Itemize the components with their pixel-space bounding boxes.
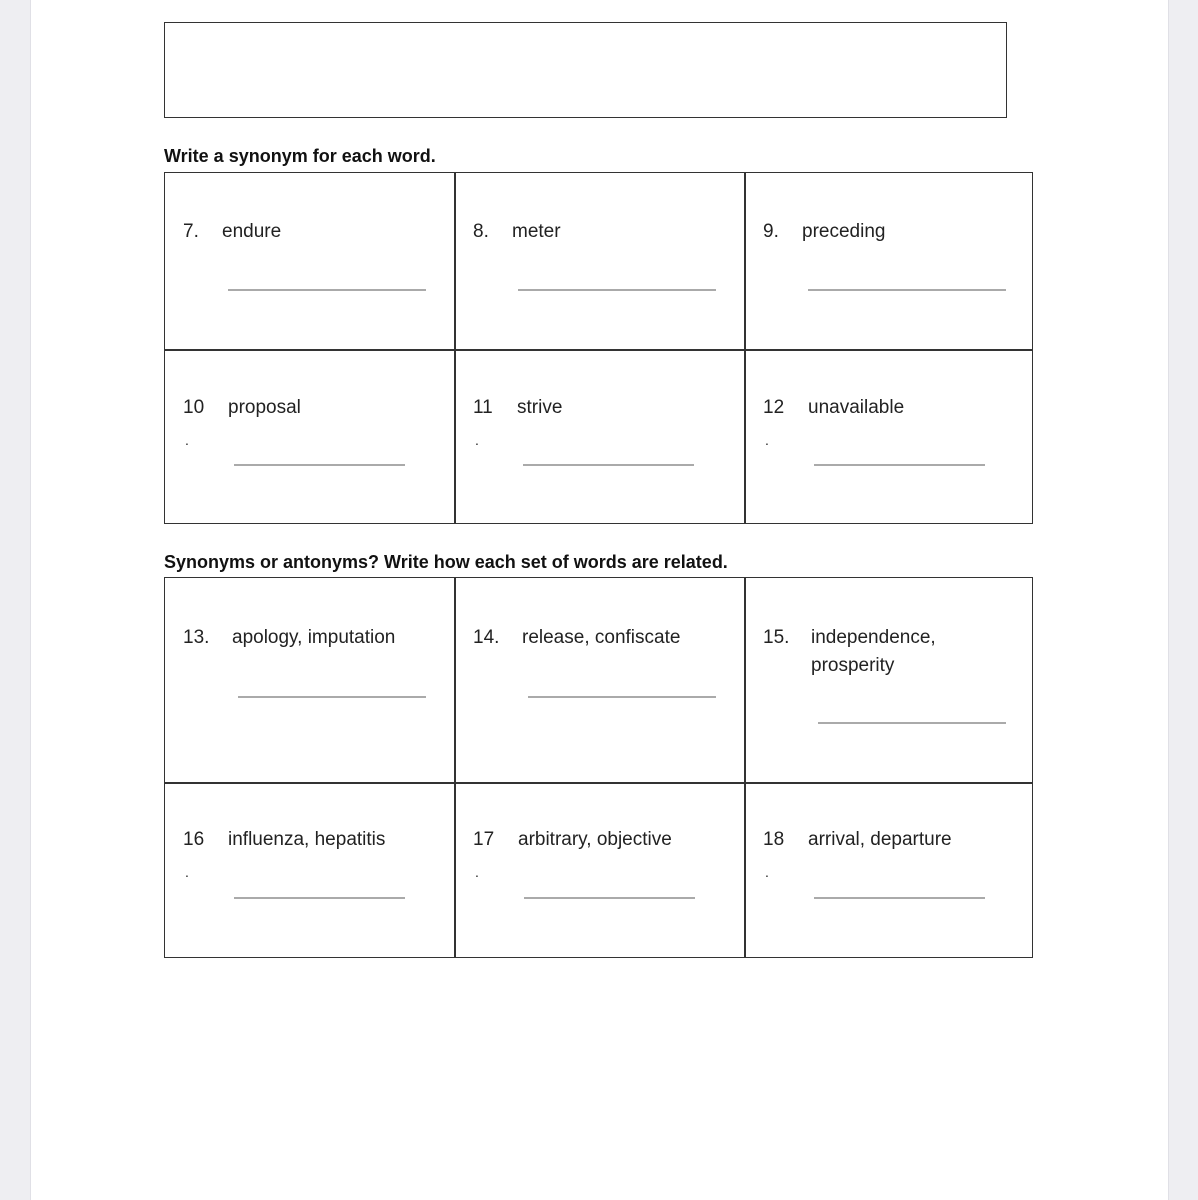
answer-line[interactable] xyxy=(523,464,694,466)
answer-line[interactable] xyxy=(528,696,716,698)
item-16: 16 . influenza, hepatitis xyxy=(165,783,455,959)
item-12: 12 . unavailable xyxy=(745,350,1035,525)
answer-line[interactable] xyxy=(814,897,985,899)
answer-line[interactable] xyxy=(814,464,985,466)
answer-line[interactable] xyxy=(238,696,426,698)
synonym-table xyxy=(164,172,1033,524)
relation-table xyxy=(164,577,1033,958)
item-13: 13. apology, imputation xyxy=(165,578,455,782)
item-9: 9. preceding xyxy=(745,173,1035,349)
answer-box[interactable] xyxy=(164,22,1007,118)
item-11: 11 . strive xyxy=(455,350,745,525)
answer-line[interactable] xyxy=(524,897,695,899)
item-7: 7. endure xyxy=(165,173,455,349)
item-18: 18 . arrival, departure xyxy=(745,783,1035,959)
section1-heading: Write a synonym for each word. xyxy=(164,146,436,166)
section2-heading: Synonyms or antonyms? Write how each set of words are related. xyxy=(164,552,728,572)
item-10: 10 . proposal xyxy=(165,350,455,525)
answer-line[interactable] xyxy=(234,897,405,899)
answer-line[interactable] xyxy=(808,289,1006,291)
item-8: 8. meter xyxy=(455,173,745,349)
answer-line[interactable] xyxy=(518,289,716,291)
answer-line[interactable] xyxy=(818,722,1006,724)
answer-line[interactable] xyxy=(234,464,405,466)
answer-line[interactable] xyxy=(228,289,426,291)
item-14: 14. release, confiscate xyxy=(455,578,745,782)
item-15: 15. independence, prosperity xyxy=(745,578,1035,782)
item-17: 17 . arbitrary, objective xyxy=(455,783,745,959)
